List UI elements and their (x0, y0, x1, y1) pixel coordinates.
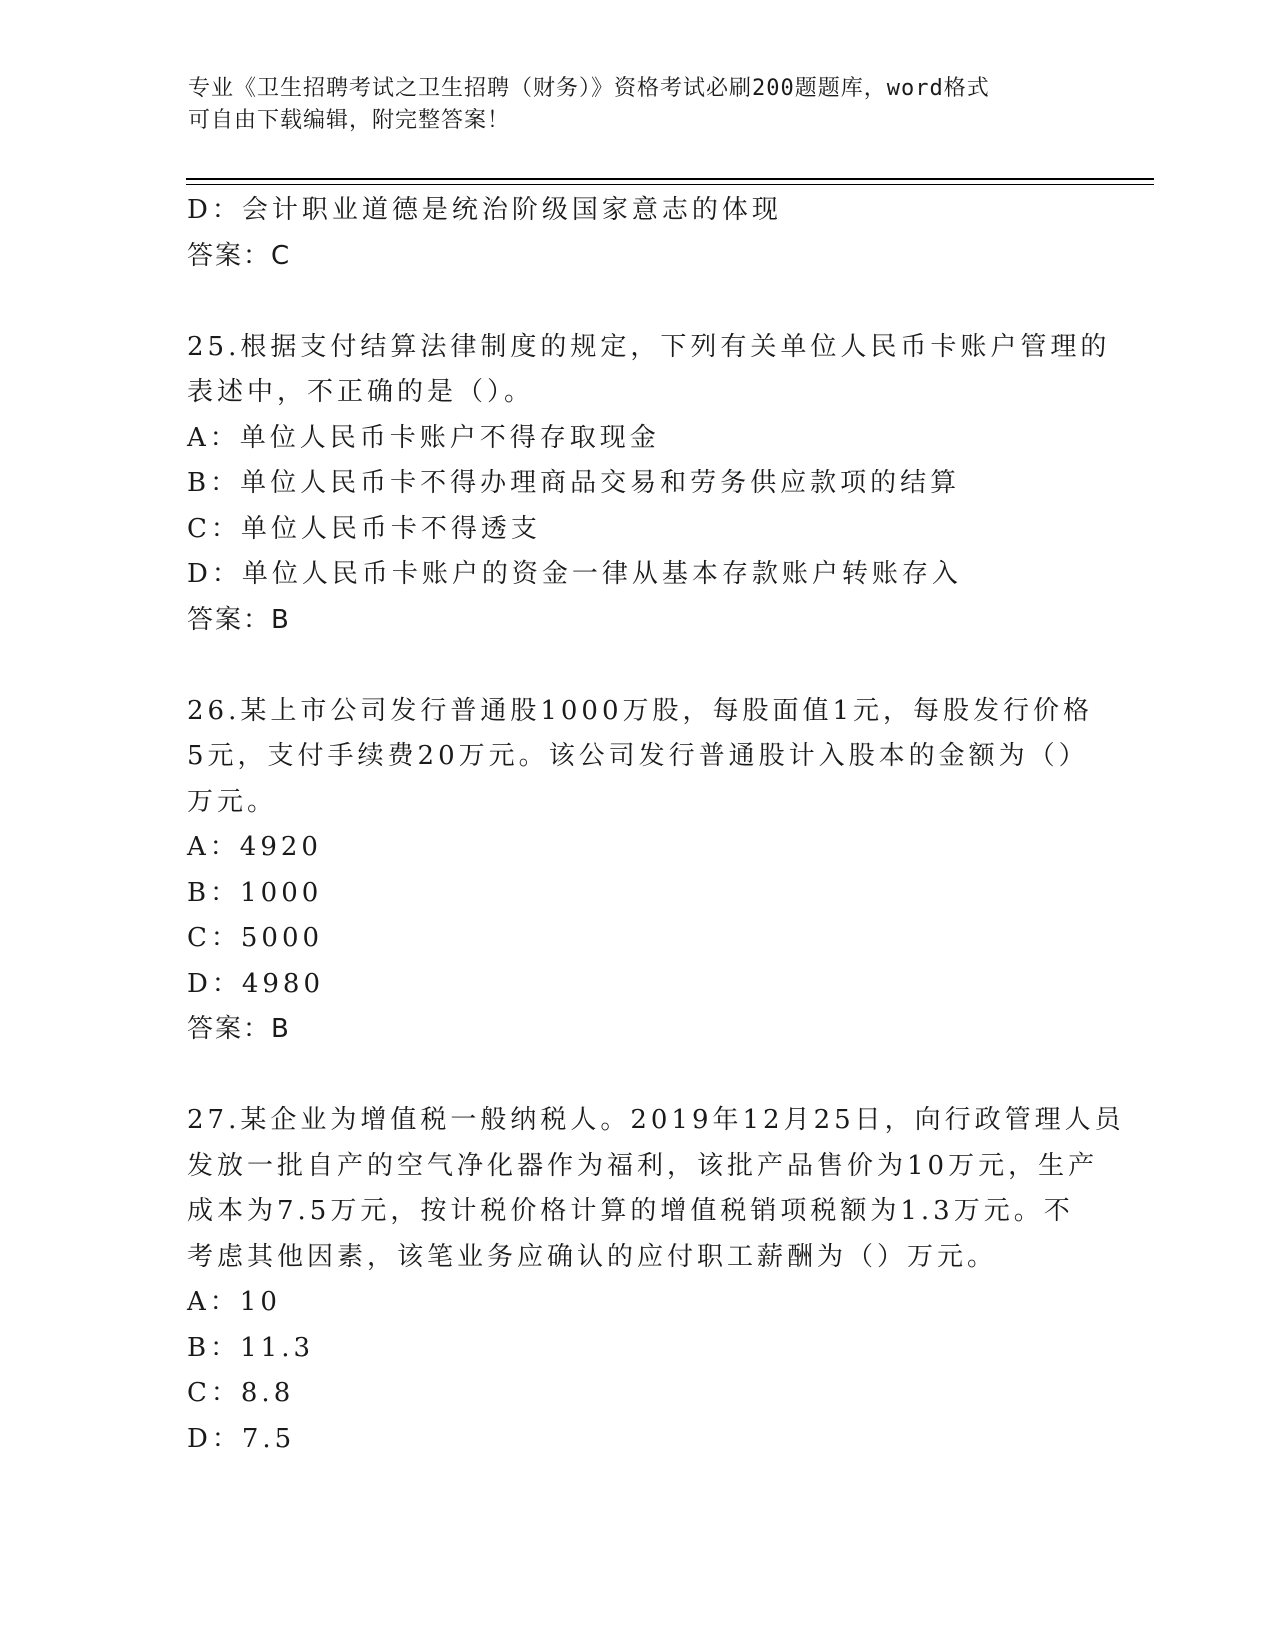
previous-question-tail (187, 188, 1087, 279)
question-25 (187, 325, 1111, 644)
header-title-line-1: 专业《卫生招聘考试之卫生招聘（财务）》资格考试必刷200题题库，word格式 (188, 76, 990, 101)
page-header (188, 73, 1088, 137)
spacer (187, 1053, 1087, 1099)
option-c: C：5000 (187, 923, 324, 953)
option-a: A：单位人民币卡账户不得存取现金 (187, 422, 660, 453)
option-d: D：单位人民币卡账户的资金一律从基本存款账户转账存入 (187, 559, 962, 589)
question-stem-line: 26.某上市公司发行普通股1000万股，每股面值1元，每股发行价格 (187, 695, 1094, 726)
question-stem-line: 成本为7.5万元，按计税价格计算的增值税销项税额为1.3万元。不 (187, 1196, 1074, 1226)
header-title-line-2: 可自由下载编辑，附完整答案！ (188, 108, 511, 133)
option-a: A：10 (187, 1287, 281, 1317)
option-b: B：11.3 (187, 1332, 314, 1363)
question-26 (187, 689, 1094, 1053)
document-body (187, 188, 1125, 1462)
question-stem-line: 表述中，不正确的是（）。 (187, 377, 535, 407)
option-b: B：单位人民币卡不得办理商品交易和劳务供应款项的结算 (187, 468, 961, 498)
option-c: C：8.8 (187, 1378, 295, 1408)
answer-line: 答案：C (187, 240, 292, 271)
header-divider (186, 178, 1154, 185)
question-stem-line: 发放一批自产的空气净化器作为福利，该批产品售价为10万元，生产 (187, 1150, 1099, 1181)
option-c: C：单位人民币卡不得透支 (187, 513, 541, 544)
answer-line: 答案：B (187, 1014, 291, 1044)
question-stem-line: 考虑其他因素，该笔业务应确认的应付职工薪酬为（）万元。 (187, 1241, 998, 1272)
question-27 (187, 1098, 1125, 1462)
option-d: D：7.5 (187, 1423, 296, 1454)
answer-line: 答案：B (187, 604, 291, 635)
option-b: B：1000 (187, 877, 323, 908)
question-stem-line: 万元。 (187, 786, 278, 817)
option-a: A：4920 (187, 832, 322, 862)
spacer (187, 279, 1087, 325)
spacer (187, 643, 1087, 689)
question-stem-line: 25.根据支付结算法律制度的规定，下列有关单位人民币卡账户管理的 (187, 331, 1111, 362)
question-stem-line: 27.某企业为增值税一般纳税人。2019年12月25日，向行政管理人员 (187, 1105, 1125, 1135)
option-d: D：会计职业道德是统治阶级国家意志的体现 (187, 195, 782, 225)
question-stem-line: 5元，支付手续费20万元。该公司发行普通股计入股本的金额为（） (187, 741, 1089, 771)
option-d: D：4980 (187, 968, 325, 999)
